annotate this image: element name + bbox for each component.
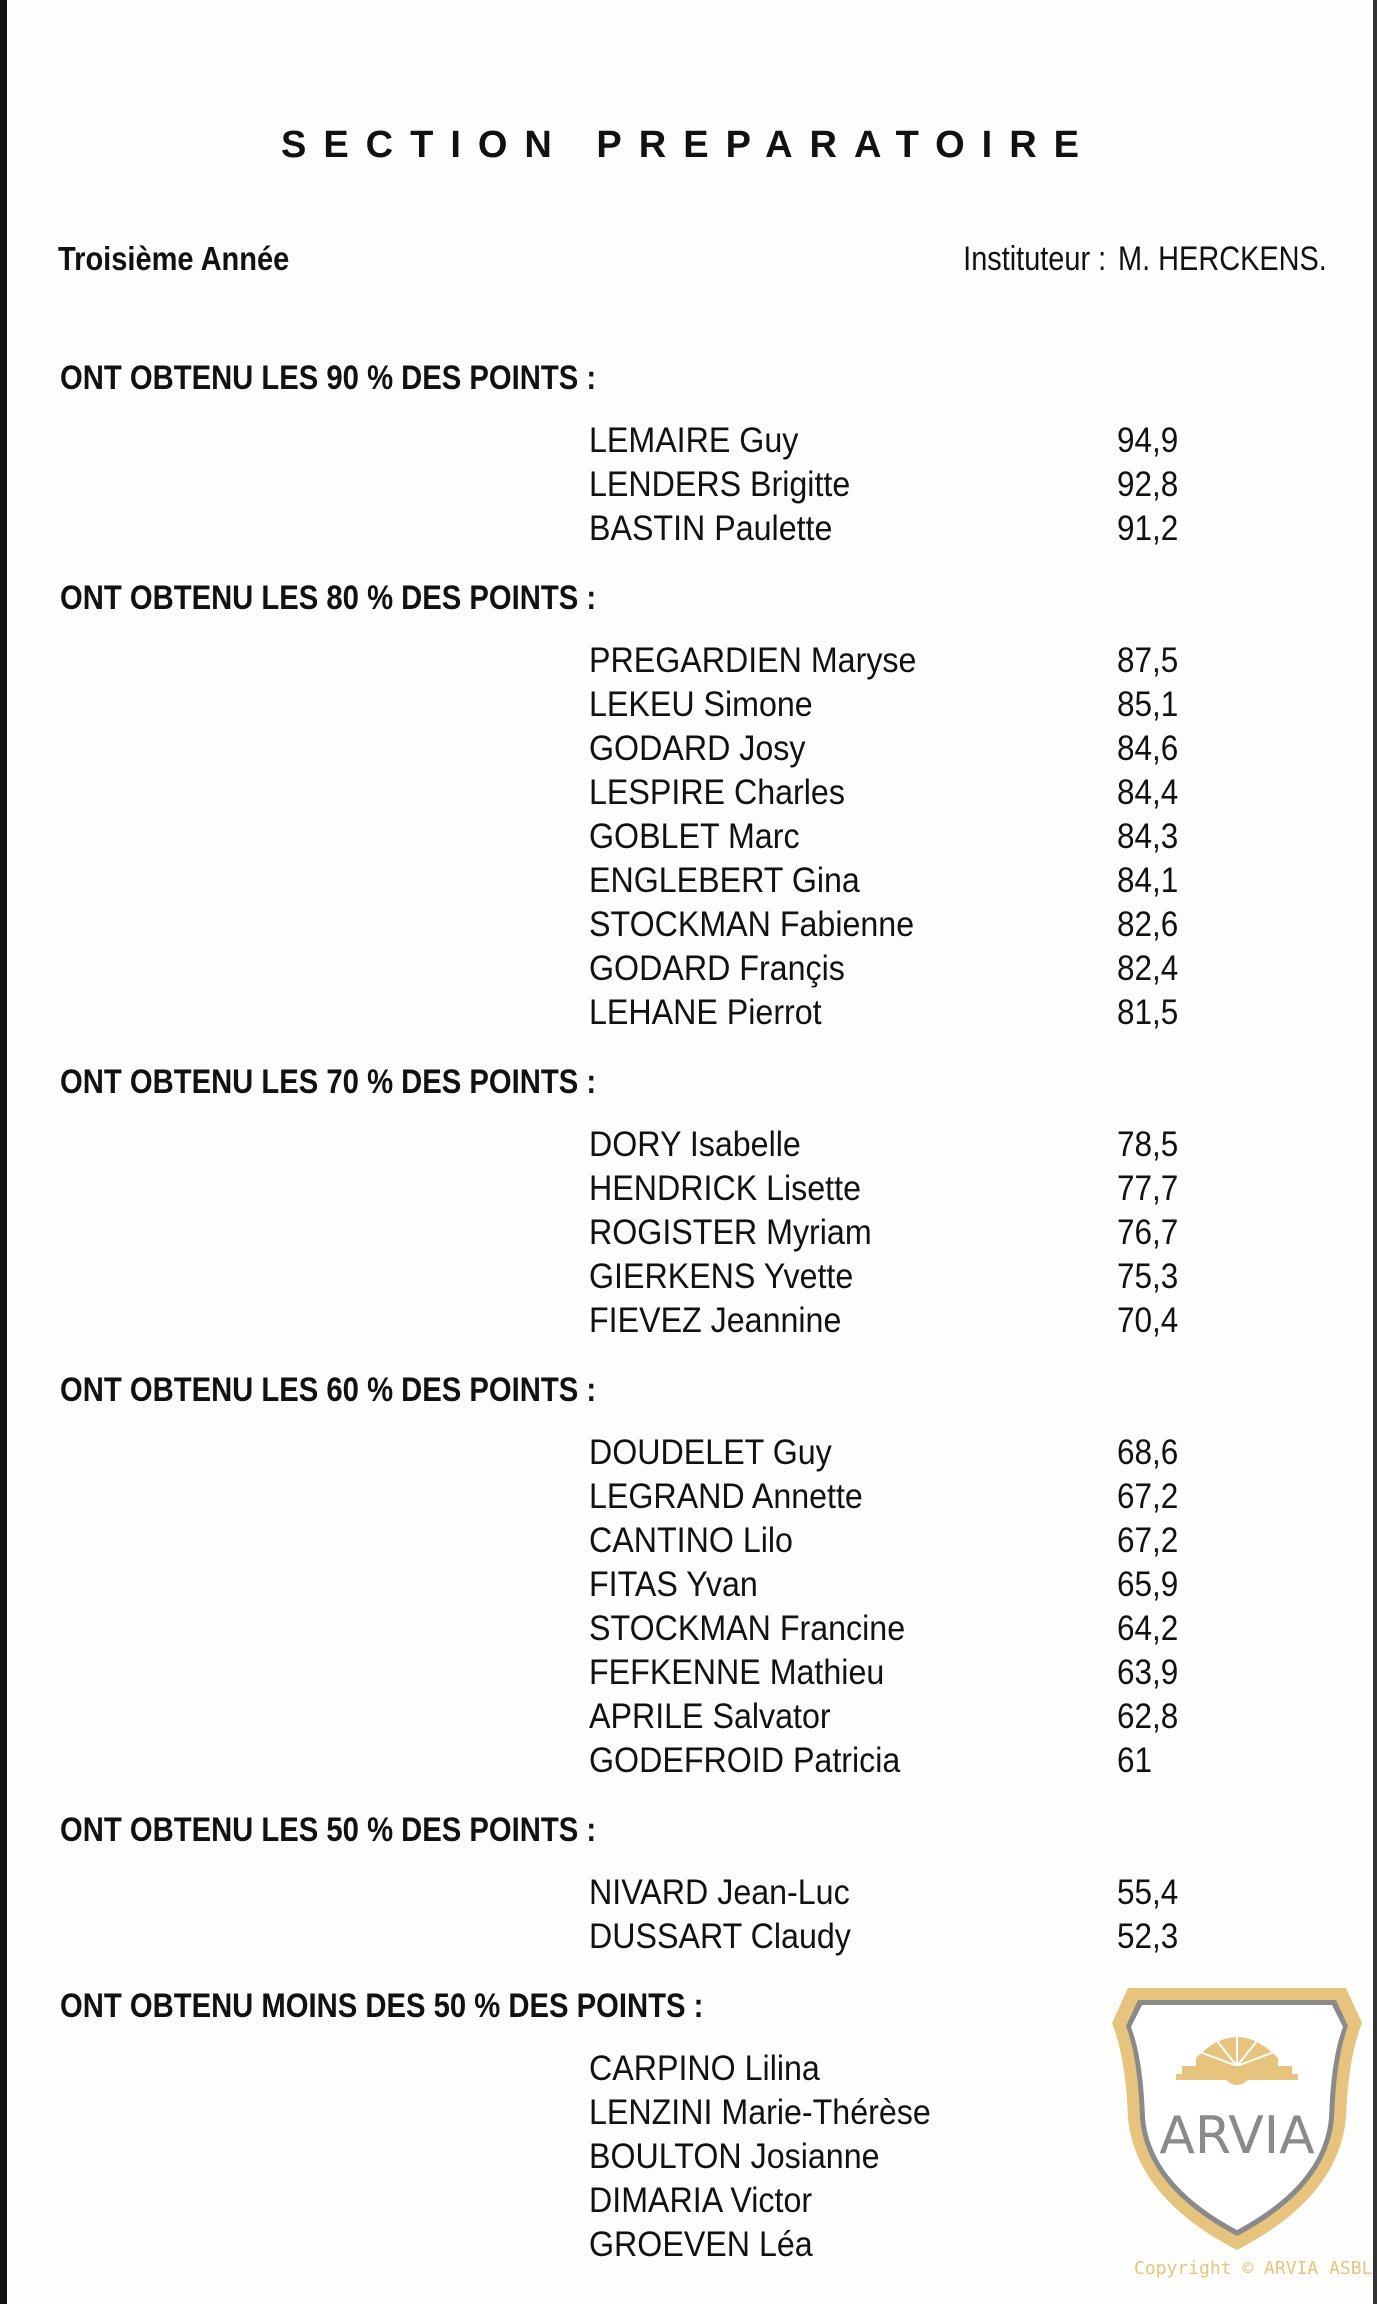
student-row xyxy=(60,1563,1300,1607)
page-title: SECTION PREPARATOIRE xyxy=(280,124,1097,166)
student-score: 63,9 xyxy=(1117,1653,1179,1692)
student-name: DORY Isabelle xyxy=(589,1125,801,1164)
student-row xyxy=(60,947,1300,991)
student-row xyxy=(60,1123,1300,1167)
student-name: NIVARD Jean-Luc xyxy=(589,1873,850,1912)
student-row xyxy=(60,419,1300,463)
section-heading: ONT OBTENU LES 60 % DES POINTS : xyxy=(60,1371,597,1409)
arvia-logo-watermark xyxy=(1108,1978,1366,2253)
student-row xyxy=(60,507,1300,551)
svg-text:ARVIA: ARVIA xyxy=(1159,2106,1315,2166)
student-row xyxy=(60,1915,1300,1959)
student-row xyxy=(60,991,1300,1035)
student-score: 78,5 xyxy=(1117,1125,1179,1164)
teacher-name: M. HERCKENS. xyxy=(1118,240,1327,278)
student-score: 70,4 xyxy=(1117,1301,1179,1340)
student-score: 94,9 xyxy=(1117,421,1179,460)
student-name: ENGLEBERT Gina xyxy=(589,861,860,900)
student-score: 82,6 xyxy=(1117,905,1179,944)
student-name: HENDRICK Lisette xyxy=(589,1169,861,1208)
student-list xyxy=(60,419,1300,551)
student-row xyxy=(60,1651,1300,1695)
student-list xyxy=(60,639,1300,1035)
student-score: 64,2 xyxy=(1117,1609,1179,1648)
student-name: PREGARDIEN Maryse xyxy=(589,641,917,680)
student-name: ROGISTER Myriam xyxy=(589,1213,872,1252)
class-year: Troisième Année xyxy=(58,240,290,277)
score-section xyxy=(60,576,1300,1035)
student-name: LEGRAND Annette xyxy=(589,1477,863,1516)
student-score: 85,1 xyxy=(1117,685,1179,724)
student-name: GODARD Françis xyxy=(589,949,845,988)
student-row xyxy=(60,639,1300,683)
student-score: 68,6 xyxy=(1117,1433,1179,1472)
student-name: STOCKMAN Francine xyxy=(589,1609,906,1648)
student-name: LEMAIRE Guy xyxy=(589,421,799,460)
student-score: 62,8 xyxy=(1117,1697,1179,1736)
student-score: 84,1 xyxy=(1117,861,1179,900)
student-score: 91,2 xyxy=(1117,509,1179,548)
student-name: LEKEU Simone xyxy=(589,685,813,724)
student-row xyxy=(60,683,1300,727)
student-row xyxy=(60,1299,1300,1343)
section-heading: ONT OBTENU LES 70 % DES POINTS : xyxy=(60,1063,597,1101)
student-score: 67,2 xyxy=(1117,1477,1179,1516)
student-name: GODEFROID Patricia xyxy=(589,1741,901,1780)
student-score: 76,7 xyxy=(1117,1213,1179,1252)
student-row xyxy=(60,1871,1300,1915)
score-section xyxy=(60,1368,1300,1783)
student-name: FITAS Yvan xyxy=(589,1565,758,1604)
student-score: 81,5 xyxy=(1117,993,1179,1032)
student-name: LESPIRE Charles xyxy=(589,773,845,812)
student-score: 55,4 xyxy=(1117,1873,1179,1912)
student-row xyxy=(60,1167,1300,1211)
student-list xyxy=(60,1123,1300,1343)
student-row xyxy=(60,903,1300,947)
page-border-left xyxy=(0,0,7,2304)
score-section xyxy=(60,1808,1300,1959)
teacher-line xyxy=(963,240,1327,279)
section-heading: ONT OBTENU LES 90 % DES POINTS : xyxy=(60,359,597,397)
student-name: LENZINI Marie-Thérèse xyxy=(589,2093,931,2132)
student-score: 65,9 xyxy=(1117,1565,1179,1604)
student-row xyxy=(60,1475,1300,1519)
student-name: STOCKMAN Fabienne xyxy=(589,905,915,944)
student-row xyxy=(60,1695,1300,1739)
score-section xyxy=(60,1060,1300,1343)
student-score: 92,8 xyxy=(1117,465,1179,504)
student-name: LEHANE Pierrot xyxy=(589,993,822,1032)
student-row xyxy=(60,727,1300,771)
student-name: DIMARIA Victor xyxy=(589,2181,813,2220)
student-name: APRILE Salvator xyxy=(589,1697,831,1736)
student-score: 77,7 xyxy=(1117,1169,1179,1208)
student-score: 84,6 xyxy=(1117,729,1179,768)
student-row xyxy=(60,1255,1300,1299)
student-score: 84,3 xyxy=(1117,817,1179,856)
student-name: CANTINO Lilo xyxy=(589,1521,793,1560)
student-row xyxy=(60,463,1300,507)
student-name: GROEVEN Léa xyxy=(589,2225,813,2264)
student-name: LENDERS Brigitte xyxy=(589,465,851,504)
score-section xyxy=(60,356,1300,551)
student-name: FEFKENNE Mathieu xyxy=(589,1653,885,1692)
student-list xyxy=(60,1871,1300,1959)
student-name: CARPINO Lilina xyxy=(589,2049,820,2088)
student-list xyxy=(60,1431,1300,1783)
student-score: 87,5 xyxy=(1117,641,1179,680)
student-name: BASTIN Paulette xyxy=(589,509,833,548)
section-heading: ONT OBTENU MOINS DES 50 % DES POINTS : xyxy=(60,1987,704,2025)
copyright-notice: Copyright © ARVIA ASBL xyxy=(1134,2258,1373,2279)
student-name: DUSSART Claudy xyxy=(589,1917,851,1956)
student-score: 67,2 xyxy=(1117,1521,1179,1560)
student-name: GODARD Josy xyxy=(589,729,806,768)
student-row xyxy=(60,1519,1300,1563)
section-heading: ONT OBTENU LES 50 % DES POINTS : xyxy=(60,1811,597,1849)
student-row xyxy=(60,1431,1300,1475)
page-border-right xyxy=(1373,0,1377,2304)
student-row xyxy=(60,859,1300,903)
teacher-label: Instituteur : xyxy=(963,240,1107,278)
student-score: 84,4 xyxy=(1117,773,1179,812)
student-name: FIEVEZ Jeannine xyxy=(589,1301,842,1340)
student-name: GIERKENS Yvette xyxy=(589,1257,854,1296)
student-row xyxy=(60,1739,1300,1783)
student-score: 61 xyxy=(1117,1741,1153,1780)
student-score: 52,3 xyxy=(1117,1917,1179,1956)
student-row xyxy=(60,771,1300,815)
section-heading: ONT OBTENU LES 80 % DES POINTS : xyxy=(60,579,597,617)
student-row xyxy=(60,1211,1300,1255)
student-row xyxy=(60,815,1300,859)
student-score: 75,3 xyxy=(1117,1257,1179,1296)
student-row xyxy=(60,1607,1300,1651)
student-name: DOUDELET Guy xyxy=(589,1433,832,1472)
student-score: 82,4 xyxy=(1117,949,1179,988)
student-name: GOBLET Marc xyxy=(589,817,800,856)
student-name: BOULTON Josianne xyxy=(589,2137,880,2176)
